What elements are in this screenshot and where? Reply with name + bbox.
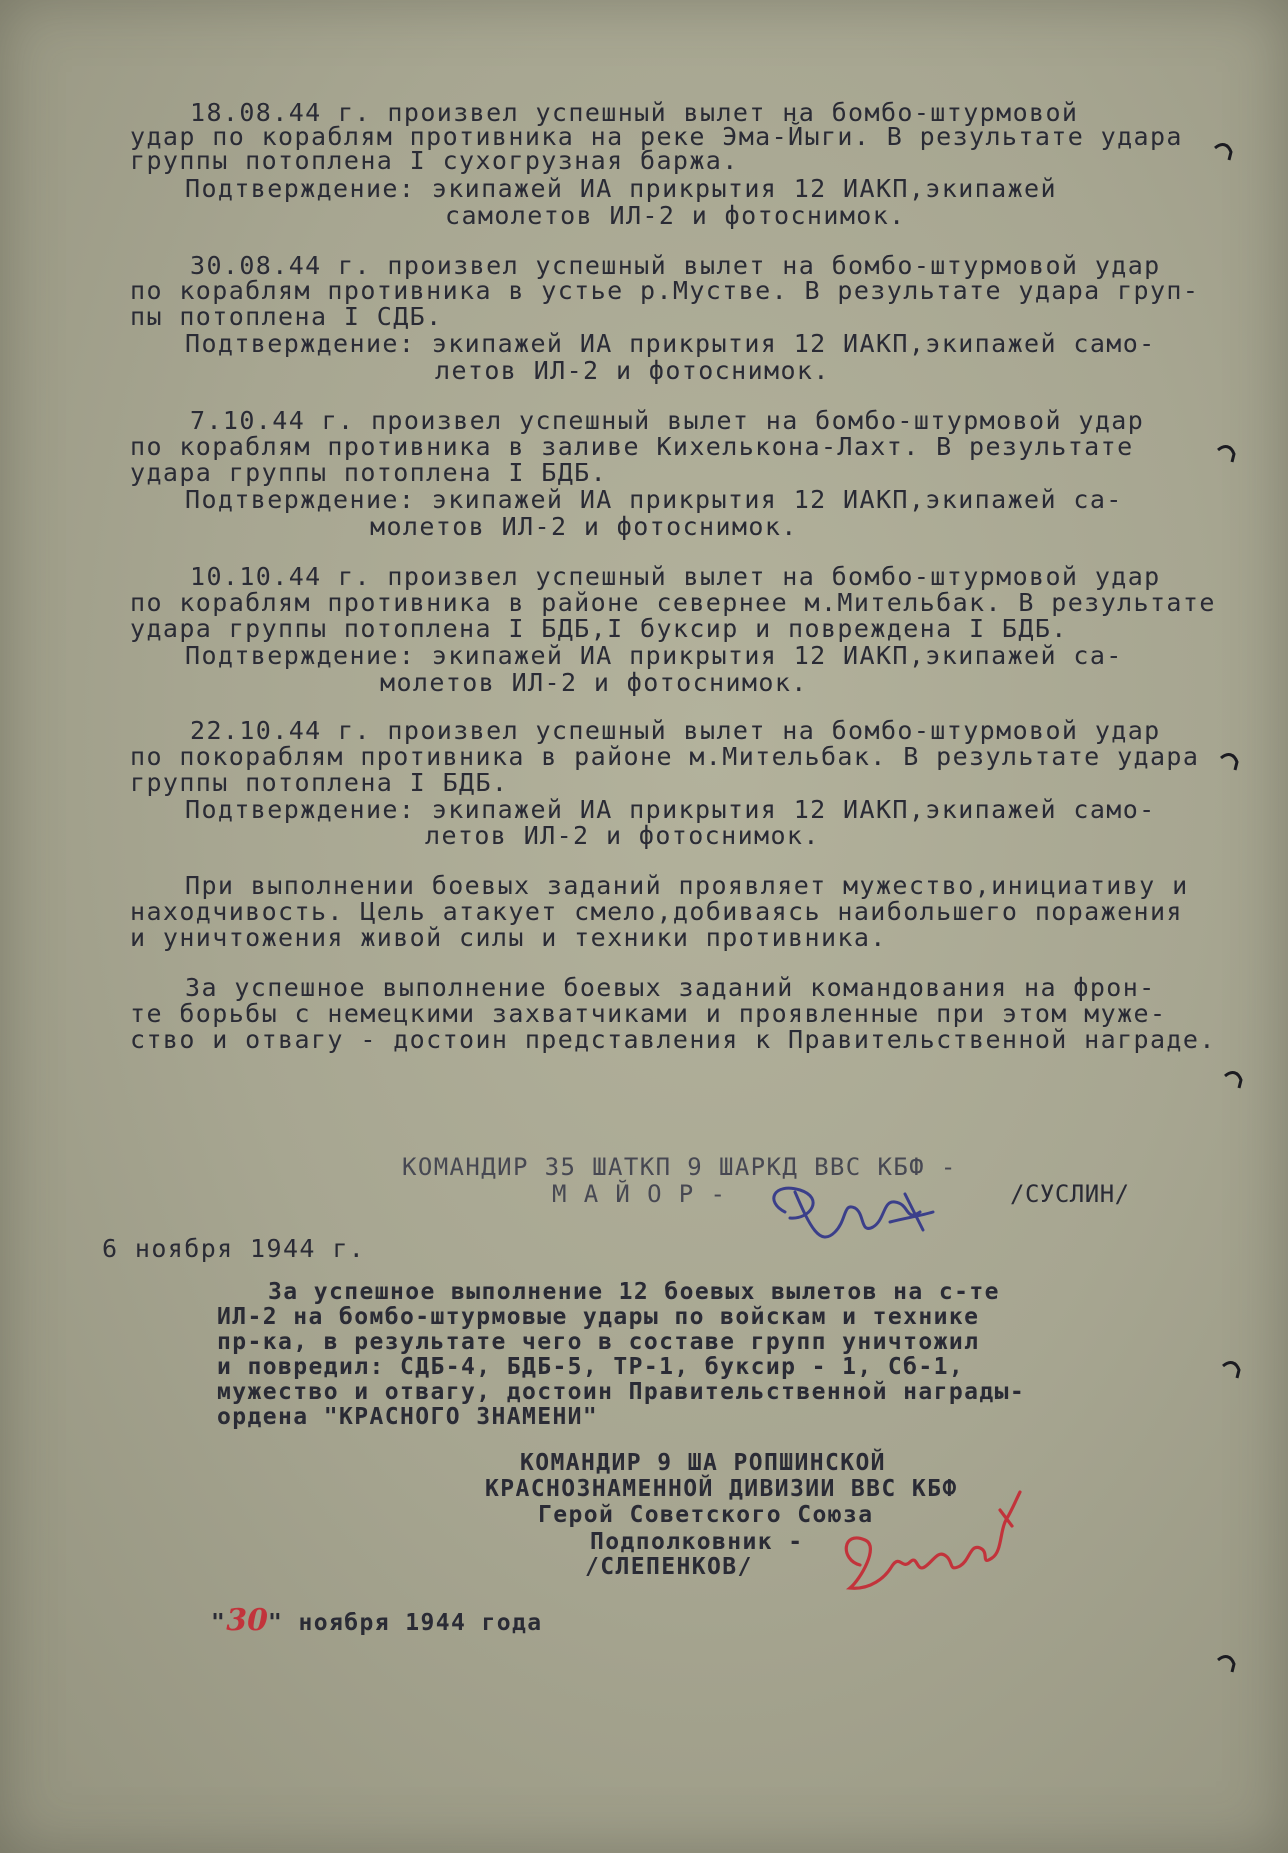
- entry-3-line-2: по кораблям противника в заливе Кихелькона-Лахт. В результате: [130, 432, 1134, 461]
- recommendation-line-1: За успешное выполнение боевых заданий командования на фрон-: [185, 973, 1156, 1002]
- entry-1-confirmation-1: Подтверждение: экипажей ИА прикрытия 12 ИАКП,экипажей: [185, 174, 1057, 203]
- entry-2-line-2: по кораблям противника в устье р.Мустве. В результате удара груп-: [130, 276, 1200, 305]
- entry-4-line-3: удара группы потоплена I БДБ,I буксир и повреждена I БДБ.: [130, 614, 1068, 643]
- punch-hole-mark: [1215, 1652, 1237, 1674]
- date-2-open-quote: ": [211, 1610, 227, 1636]
- date-1: 6 ноября 1944 г.: [102, 1234, 366, 1263]
- entry-2-confirmation-2: летов ИЛ-2 и фотоснимок.: [435, 356, 830, 385]
- commander-2-line-2: КРАСНОЗНАМЕННОЙ ДИВИЗИИ ВВС КБФ: [485, 1476, 958, 1502]
- award-line-3: пр-ка, в результате чего в составе групп уничтожил: [217, 1329, 980, 1355]
- date-2-day: 30: [226, 1603, 268, 1638]
- entry-4-confirmation-1: Подтверждение: экипажей ИА прикрытия 12 ИАКП,экипажей са-: [185, 641, 1123, 670]
- punch-hole-mark: [1220, 1358, 1242, 1380]
- award-line-2: ИЛ-2 на бомбо-штурмовые удары по войскам и технике: [217, 1304, 980, 1330]
- award-line-6: ордена "КРАСНОГО ЗНАМЕНИ": [217, 1404, 599, 1430]
- entry-2-confirmation-1: Подтверждение: экипажей ИА прикрытия 12 ИАКП,экипажей само-: [185, 329, 1156, 358]
- punch-hole-mark: [1215, 442, 1237, 464]
- commander-1-name: /СУСЛИН/: [1010, 1180, 1130, 1208]
- entry-1-line-1: 18.08.44 г. произвел успешный вылет на бомбо-штурмовой: [190, 98, 1079, 127]
- entry-4-line-1: 10.10.44 г. произвел успешный вылет на бомбо-штурмовой удар: [190, 562, 1161, 591]
- summary-line-2: находчивость. Цель атакует смело,добиваясь наибольшего поражения: [130, 897, 1183, 926]
- date-2-rest: " ноября 1944 года: [268, 1610, 543, 1636]
- commander-2-rank: Подполковник -: [590, 1529, 804, 1555]
- summary-line-3: и уничтожения живой силы и техники противника.: [130, 923, 887, 952]
- punch-hole-mark: [1222, 1068, 1244, 1090]
- entry-3-confirmation-2: молетов ИЛ-2 и фотоснимок.: [370, 512, 798, 541]
- entry-4-confirmation-2: молетов ИЛ-2 и фотоснимок.: [380, 668, 808, 697]
- entry-2-line-1: 30.08.44 г. произвел успешный вылет на бомбо-штурмовой удар: [190, 251, 1161, 280]
- entry-2-line-3: пы потоплена I СДБ.: [130, 302, 443, 331]
- award-line-4: и повредил: СДБ-4, БДБ-5, ТР-1, буксир - 1, Сб-1,: [217, 1354, 965, 1380]
- recommendation-line-3: ство и отвагу - достоин представления к Правительственной награде.: [130, 1025, 1216, 1054]
- entry-5-line-3: группы потоплена I БДБ.: [130, 768, 509, 797]
- commander-1-title: КОМАНДИР 35 ШАТКП 9 ШАРКД ВВС КБФ -: [402, 1153, 957, 1181]
- entry-1-line-2: удар по кораблям противника на реке Эма-Йыги. В результате удара: [130, 122, 1183, 151]
- recommendation-line-2: те борьбы с немецкими захватчиками и проявленные при этом муже-: [130, 999, 1167, 1028]
- punch-hole-mark: [1212, 140, 1234, 162]
- entry-3-confirmation-1: Подтверждение: экипажей ИА прикрытия 12 ИАКП,экипажей са-: [185, 485, 1123, 514]
- summary-line-1: При выполнении боевых заданий проявляет мужество,инициативу и: [185, 871, 1189, 900]
- award-line-1: За успешное выполнение 12 боевых вылетов на с-те: [268, 1279, 1000, 1305]
- entry-3-line-1: 7.10.44 г. произвел успешный вылет на бомбо-штурмовой удар: [190, 406, 1145, 435]
- punch-hole-mark: [1218, 750, 1240, 772]
- commander-2-signature: [830, 1470, 1030, 1605]
- commander-2-name: /СЛЕПЕНКОВ/: [585, 1554, 753, 1580]
- commander-1-signature: [755, 1172, 940, 1257]
- award-line-5: мужество и отвагу, достоин Правительственной награды-: [217, 1379, 1026, 1405]
- entry-5-confirmation-1: Подтверждение: экипажей ИА прикрытия 12 ИАКП,экипажей само-: [185, 795, 1156, 824]
- entry-1-line-3: группы потоплена I сухогрузная баржа.: [130, 146, 739, 175]
- entry-5-line-2: по покораблям противника в районе м.Мительбак. В результате удара: [130, 742, 1200, 771]
- entry-5-confirmation-2: летов ИЛ-2 и фотоснимок.: [425, 821, 820, 850]
- entry-4-line-2: по кораблям противника в районе севернее м.Мительбак. В результате: [130, 588, 1216, 617]
- commander-2-line-3: Герой Советского Союза: [538, 1502, 874, 1528]
- commander-2-line-1: КОМАНДИР 9 ША РОПШИНСКОЙ: [520, 1450, 886, 1476]
- date-2: [150, 1583, 542, 1659]
- entry-1-confirmation-2: самолетов ИЛ-2 и фотоснимок.: [445, 201, 906, 230]
- entry-5-line-1: 22.10.44 г. произвел успешный вылет на бомбо-штурмовой удар: [190, 716, 1161, 745]
- commander-1-rank: М А Й О Р -: [552, 1180, 727, 1208]
- entry-3-line-3: удара группы потоплена I БДБ.: [130, 458, 608, 487]
